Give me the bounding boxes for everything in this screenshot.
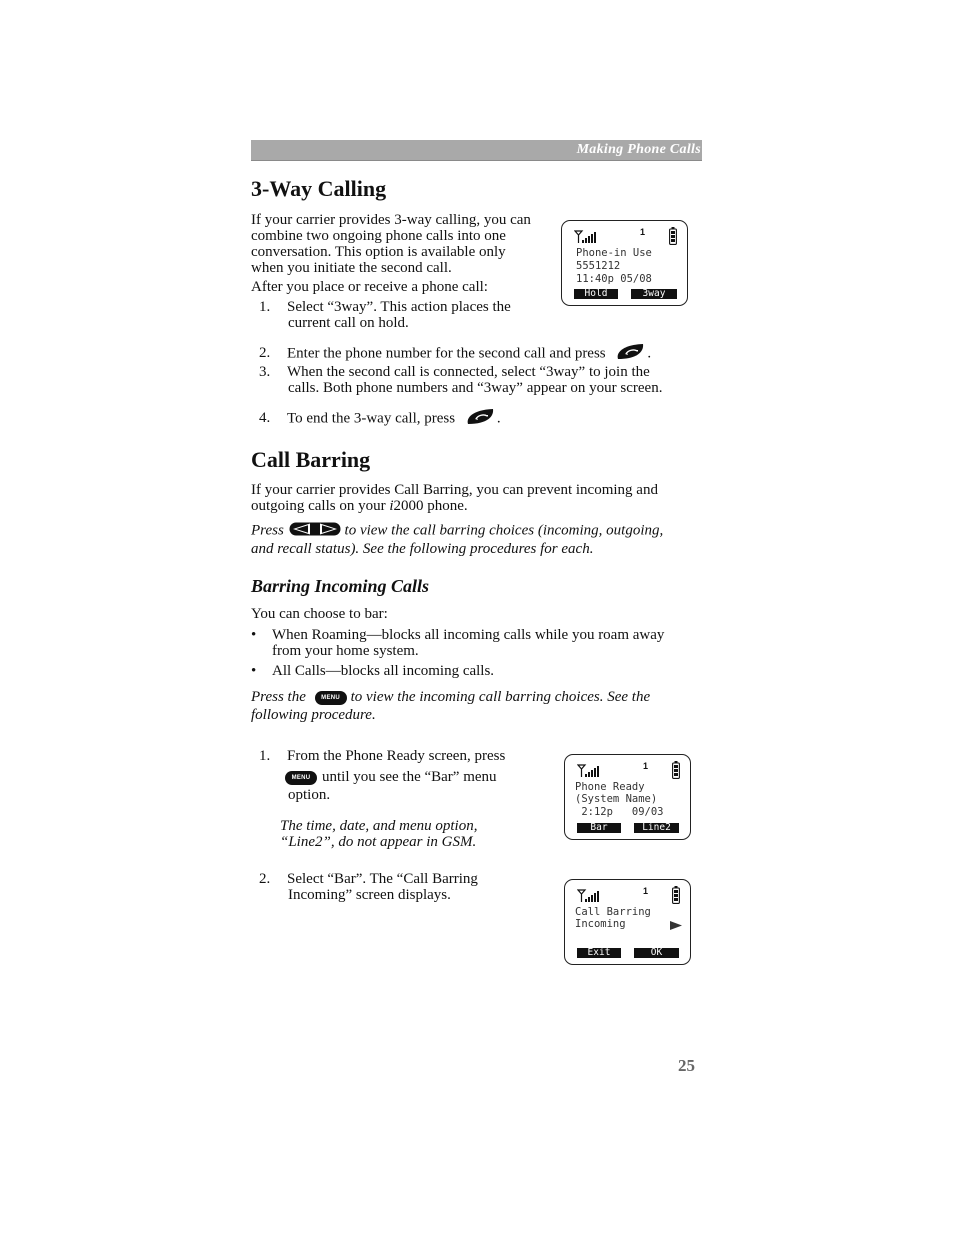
intro-text: outgoing calls on your xyxy=(251,498,390,514)
battery-icon xyxy=(672,761,680,779)
step-text: . xyxy=(647,345,652,362)
intro-line: conversation. This option is available only xyxy=(251,244,506,260)
menu-key-icon: MENU xyxy=(285,771,317,785)
incoming-press-note xyxy=(251,689,701,723)
intro-line: If your carrier provides Call Barring, you can prevent incoming and xyxy=(251,482,658,498)
bullet-text: All Calls—blocks all incoming calls. xyxy=(272,663,495,679)
end-key-icon xyxy=(463,407,497,431)
softkey-ok: OK xyxy=(634,948,679,958)
after-call-text: After you place or receive a phone call: xyxy=(251,279,488,295)
softkey-3way: 3way xyxy=(631,289,677,299)
signal-strength-icon xyxy=(577,889,601,903)
line-indicator: 1 xyxy=(640,227,646,237)
step-text: Select “Bar”. The “Call Barring xyxy=(287,871,478,887)
bullet-text: from your home system. xyxy=(272,643,419,659)
lcd-line: 2:12p 09/03 xyxy=(575,806,664,818)
section-title-call-barring: Call Barring xyxy=(251,447,371,472)
step-text: Incoming” screen displays. xyxy=(288,887,451,903)
step-number: 1. xyxy=(259,748,271,764)
intro-line: when you initiate the second call. xyxy=(251,260,452,276)
step-2-3way xyxy=(259,342,651,366)
subsection-title-barring-incoming: Barring Incoming Calls xyxy=(251,576,430,596)
running-header xyxy=(251,140,702,161)
step-1-3way xyxy=(259,299,549,331)
note-text: following procedure. xyxy=(251,707,376,723)
gsm-note xyxy=(280,818,540,850)
softkey-bar: Bar xyxy=(577,823,621,833)
step-text: To end the 3-way call, press xyxy=(287,410,456,427)
intro-call-barring xyxy=(251,482,701,514)
step-text: option. xyxy=(288,787,331,803)
bullet-mark: • xyxy=(251,663,257,679)
step-number: 2. xyxy=(259,871,271,887)
step-text: calls. Both phone numbers and “3way” appear on your screen. xyxy=(288,380,663,396)
step-number: 1. xyxy=(259,299,271,315)
step-text: . xyxy=(496,410,501,427)
phone-screen-phone-ready xyxy=(564,754,691,840)
page-number: 25 xyxy=(678,1056,695,1075)
phone-screen-in-use xyxy=(561,220,688,306)
menu-key-icon: MENU xyxy=(315,691,347,705)
intro-line: combine two ongoing phone calls into one xyxy=(251,228,506,244)
note-text: Press xyxy=(251,522,284,539)
right-arrow-icon xyxy=(669,920,683,931)
running-header-text: Making Phone Calls xyxy=(576,142,701,157)
softkey-line2: Line2 xyxy=(634,823,679,833)
step-3-3way xyxy=(259,364,699,396)
intro-3way xyxy=(251,212,551,276)
lcd-line: Incoming xyxy=(575,918,626,930)
step-number: 3. xyxy=(259,364,271,380)
note-text: to view the call barring choices (incoming, outgoing, xyxy=(344,522,664,539)
softkey-hold: Hold xyxy=(574,289,618,299)
step-text: until you see the “Bar” menu xyxy=(322,769,497,785)
step-2-incoming xyxy=(259,871,559,903)
intro-model-prefix: i xyxy=(389,498,394,514)
step-number: 4. xyxy=(259,410,271,427)
line-indicator: 1 xyxy=(643,761,649,771)
intro-line: If your carrier provides 3-way calling, you can xyxy=(251,212,531,228)
phone-screen-call-barring-incoming xyxy=(564,879,691,965)
lcd-line: 5551212 xyxy=(576,260,621,272)
call-barring-press-note xyxy=(251,522,701,557)
section-title-3way: 3-Way Calling xyxy=(251,176,387,201)
intro-text: 2000 phone. xyxy=(393,498,468,514)
note-line: The time, date, and menu option, xyxy=(280,818,478,834)
bullet-text: When Roaming—blocks all incoming calls while you roam away xyxy=(272,627,665,643)
note-line: “Line2”, do not appear in GSM. xyxy=(280,834,477,850)
step-text: When the second call is connected, select “3way” to join the xyxy=(287,364,650,380)
step-text: Select “3way”. This action places the xyxy=(287,299,511,315)
step-1-incoming xyxy=(259,748,559,803)
signal-strength-icon xyxy=(577,764,601,778)
step-text: current call on hold. xyxy=(288,315,409,331)
note-text: Press the xyxy=(251,689,306,705)
bullet-all-calls xyxy=(251,663,494,679)
note-text: to view the incoming call barring choices. See the xyxy=(350,689,651,705)
note-text: and recall status). See the following procedures for each. xyxy=(251,541,594,557)
lcd-line: Phone-in Use xyxy=(576,247,652,259)
line-indicator: 1 xyxy=(643,886,649,896)
battery-icon xyxy=(672,886,680,904)
lcd-line: Call Barring xyxy=(575,906,651,918)
step-4-3way xyxy=(259,407,501,431)
step-text: From the Phone Ready screen, press xyxy=(287,748,506,764)
lcd-line: (System Name) xyxy=(575,793,658,805)
lcd-line: Phone Ready xyxy=(575,781,645,793)
step-number: 2. xyxy=(259,345,271,362)
softkey-exit: Exit xyxy=(577,948,621,958)
choose-text: You can choose to bar: xyxy=(251,606,388,622)
step-text: Enter the phone number for the second call and press xyxy=(287,345,606,362)
send-key-icon xyxy=(613,342,647,366)
lcd-line: 11:40p 05/08 xyxy=(576,273,652,285)
left-right-nav-key-icon xyxy=(289,522,341,540)
bullet-when-roaming xyxy=(251,627,701,659)
signal-strength-icon xyxy=(574,230,598,244)
battery-icon xyxy=(669,227,677,245)
bullet-mark: • xyxy=(251,627,257,643)
